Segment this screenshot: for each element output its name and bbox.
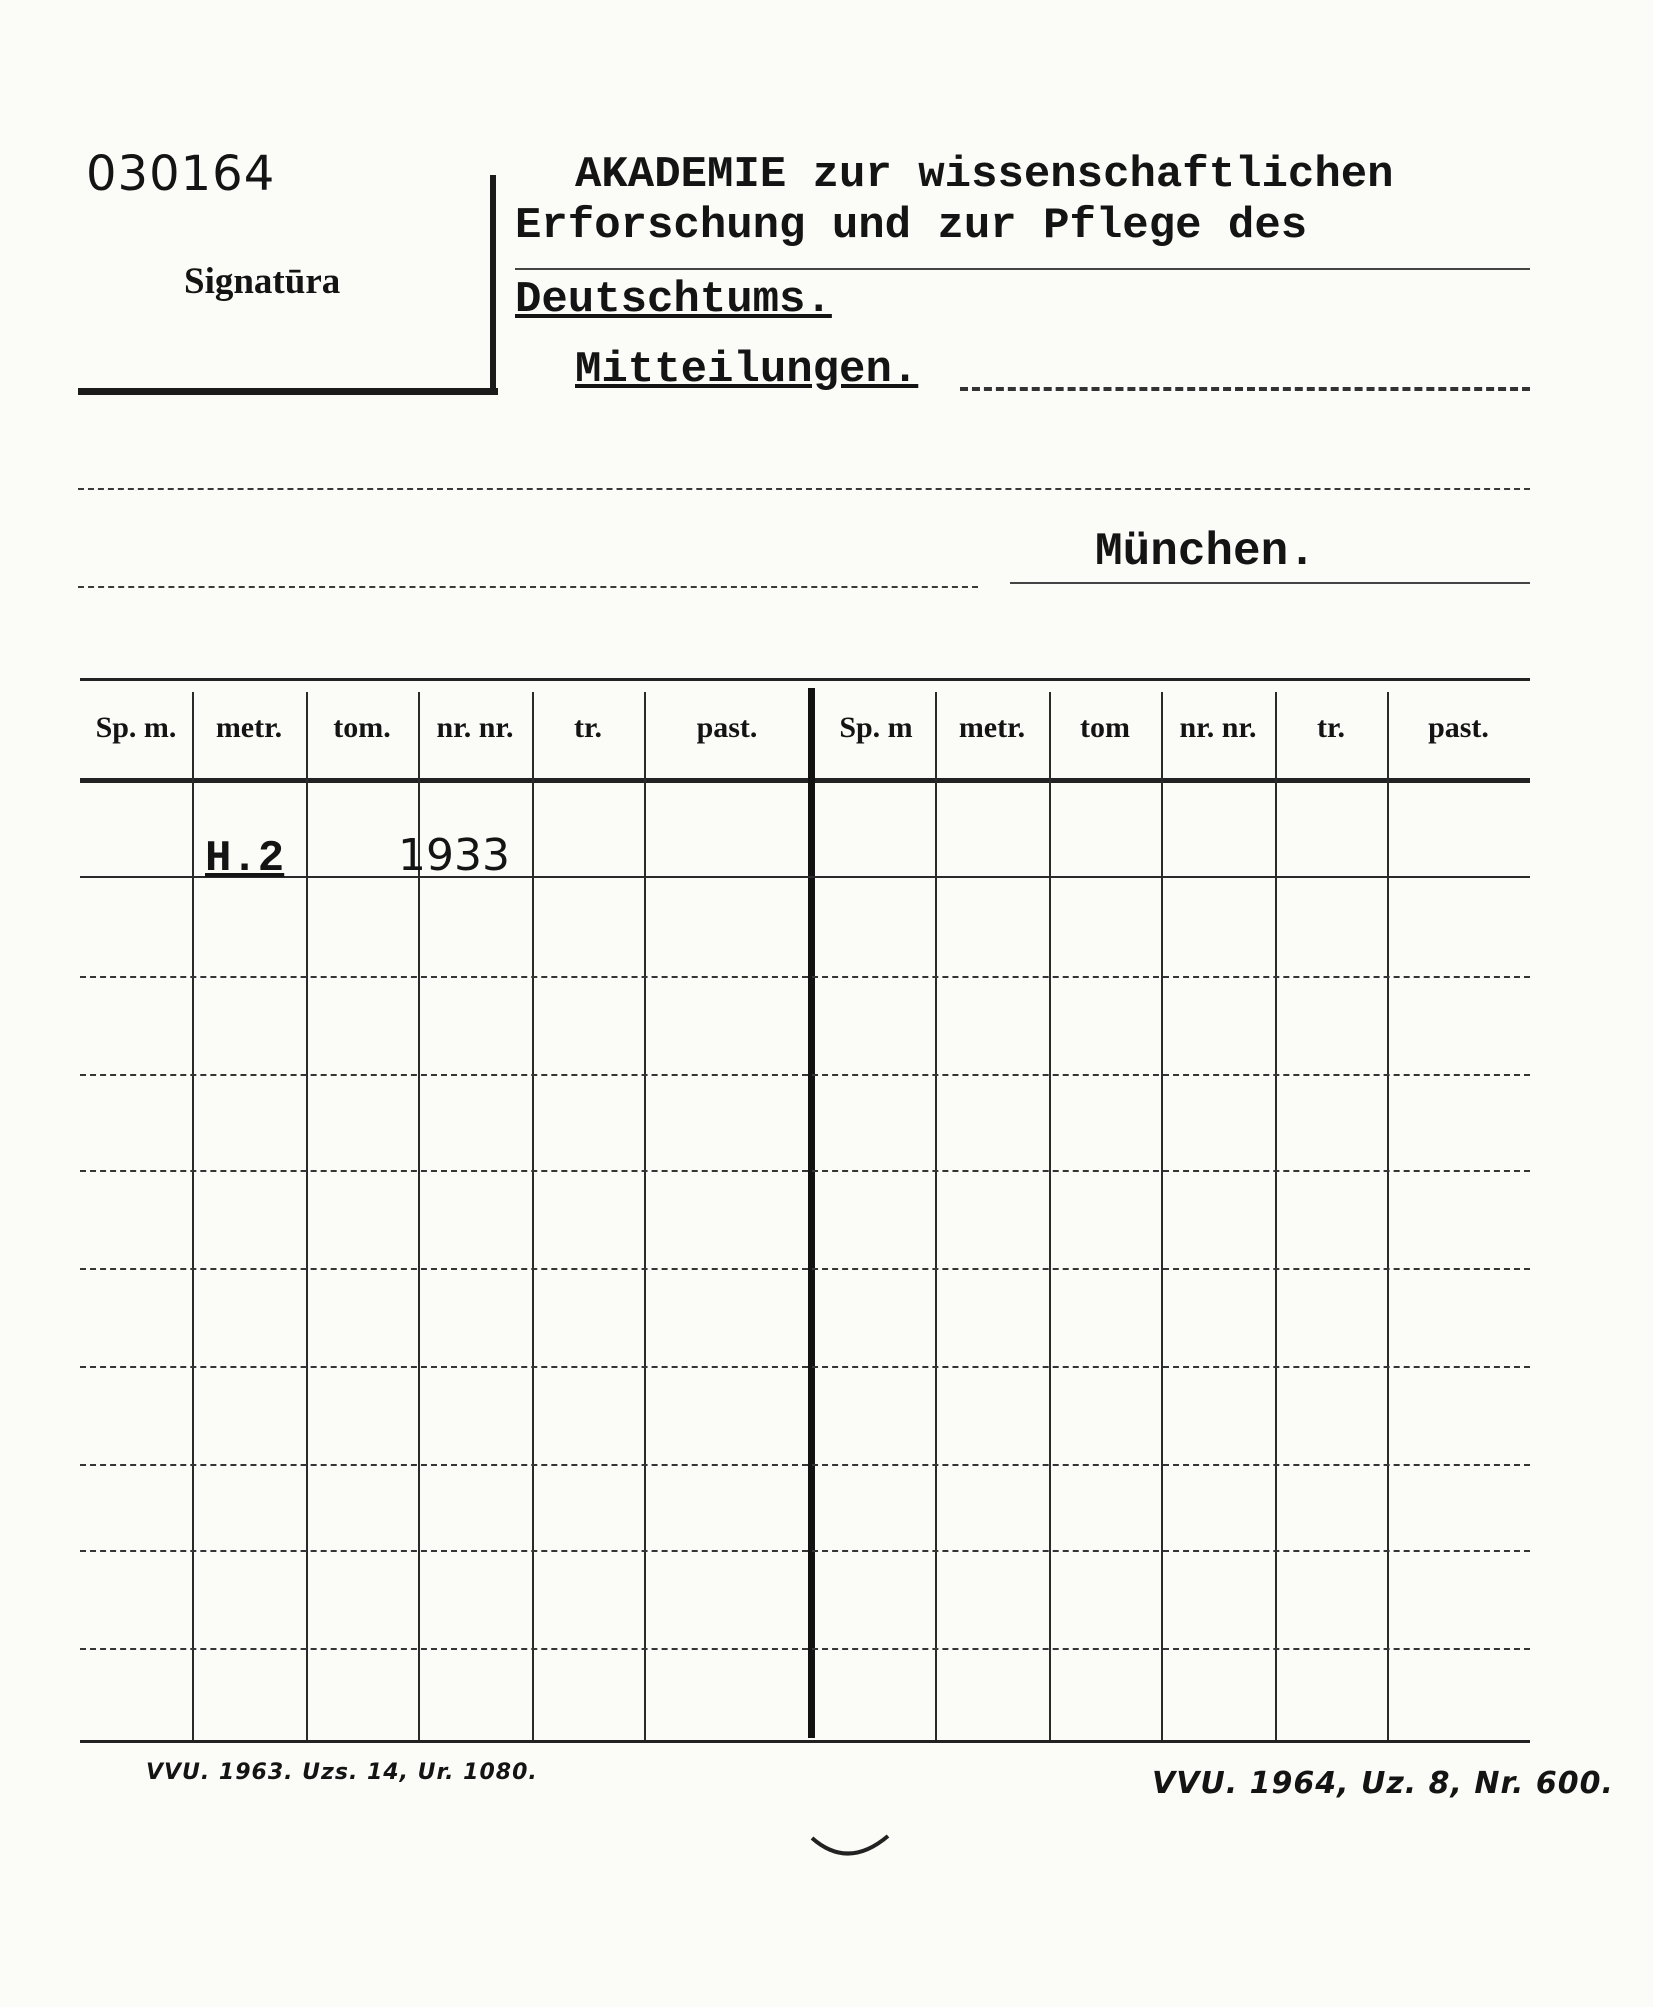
col-line	[935, 692, 937, 1742]
place-rule	[1010, 582, 1530, 584]
row-line	[80, 1366, 1530, 1368]
blank-rule-2	[78, 586, 978, 588]
col-header-right-tr: tr.	[1316, 711, 1346, 744]
col-line	[306, 692, 308, 1742]
entry-metr-value: H.2	[205, 834, 285, 884]
col-line	[1161, 692, 1163, 1742]
ledger-bottom-rule	[80, 1740, 1530, 1743]
col-header-left-metr: metr.	[215, 711, 283, 744]
col-header-left-tr: tr.	[573, 711, 603, 744]
col-header-right-nr-nr: nr. nr.	[1179, 711, 1257, 744]
col-header-right-tom: tom	[1080, 711, 1130, 744]
row-line	[80, 1464, 1530, 1466]
col-line	[644, 692, 646, 1742]
row-line	[80, 1170, 1530, 1172]
col-header-left-tom: tom.	[333, 711, 391, 744]
title-rule-1	[515, 268, 1530, 270]
title-line-3: Deutschtums.	[515, 275, 832, 325]
col-header-left-nr-nr: nr. nr.	[436, 711, 514, 744]
call-number: 030164	[86, 146, 276, 202]
col-line	[1275, 692, 1277, 1742]
title-line-2: Erforschung und zur Pflege des	[515, 201, 1308, 251]
title-rule-2	[960, 387, 1530, 391]
row-line	[80, 1648, 1530, 1650]
header-vertical-divider	[490, 175, 496, 390]
row-line	[80, 1268, 1530, 1270]
row-line	[80, 976, 1530, 978]
entry-nr-value: 1933	[398, 830, 510, 881]
col-line	[192, 692, 194, 1742]
footer-note-left: VVU. 1963. Uzs. 14, Ur. 1080.	[146, 1760, 538, 1785]
ledger-header-rule	[80, 778, 1530, 783]
blank-rule-1	[78, 488, 1530, 490]
header-bottom-rule	[78, 388, 498, 395]
col-header-right-sp-m: Sp. m	[839, 711, 913, 744]
title-line-1: AKADEMIE zur wissenschaftlichen	[575, 150, 1394, 200]
holdings-ledger	[80, 678, 1530, 1742]
row-line	[80, 1074, 1530, 1076]
place-of-publication: München.	[1095, 526, 1316, 578]
ledger-header	[80, 678, 1530, 778]
col-line	[532, 692, 534, 1742]
signature-label: Signatūra	[184, 261, 341, 302]
col-header-right-metr: metr.	[958, 711, 1026, 744]
col-header-left-sp-m: Sp. m.	[95, 711, 177, 744]
row-line	[80, 876, 1530, 878]
col-header-right-past: past.	[1428, 711, 1489, 744]
col-line	[1049, 692, 1051, 1742]
curl-mark-icon	[808, 1828, 892, 1868]
col-line	[1387, 692, 1389, 1742]
footer-note-right: VVU. 1964, Uz. 8, Nr. 600.	[1152, 1766, 1614, 1801]
row-line	[80, 1550, 1530, 1552]
col-header-left-past: past.	[696, 711, 758, 744]
title-line-4: Mitteilungen.	[575, 345, 919, 395]
ledger-center-divider	[808, 688, 815, 1738]
